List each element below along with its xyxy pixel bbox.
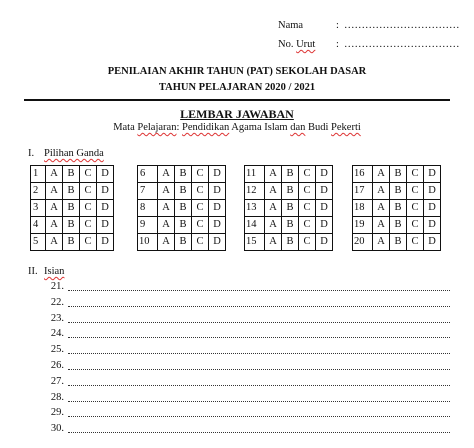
option-a-cell[interactable]: A (373, 200, 390, 217)
isian-number: 29. (50, 407, 64, 419)
option-b-cell[interactable]: B (175, 217, 192, 234)
option-c-cell[interactable]: C (80, 217, 97, 234)
question-number: 2 (31, 183, 46, 200)
option-d-cell[interactable]: D (424, 217, 441, 234)
field-no-urut-blank: …………………………… (344, 39, 460, 50)
question-number: 9 (138, 217, 158, 234)
section-2-label: Isian (44, 266, 65, 277)
subject-w1: Pendidikan (182, 122, 230, 133)
option-a-cell[interactable]: A (265, 234, 282, 251)
option-c-cell[interactable]: C (192, 166, 209, 183)
field-nama (278, 20, 460, 31)
answer-sheet-title: LEMBAR JAWABAN (180, 107, 294, 121)
question-number: 4 (31, 217, 46, 234)
question-number: 16 (353, 166, 373, 183)
answer-row (353, 200, 441, 217)
option-a-cell[interactable]: A (46, 234, 63, 251)
answer-grid-1 (30, 165, 114, 251)
option-c-cell[interactable]: C (192, 217, 209, 234)
option-c-cell[interactable]: C (407, 217, 424, 234)
isian-item (38, 423, 450, 437)
option-a-cell[interactable]: A (46, 200, 63, 217)
answer-row (245, 234, 333, 251)
option-d-cell[interactable]: D (209, 200, 226, 217)
subject-line (0, 122, 474, 133)
option-c-cell[interactable]: C (192, 234, 209, 251)
option-a-cell[interactable]: A (373, 234, 390, 251)
subject-mid: Agama Islam (229, 122, 291, 133)
option-d-cell[interactable]: D (97, 200, 114, 217)
option-b-cell[interactable]: B (282, 200, 299, 217)
option-b-cell[interactable]: B (390, 234, 407, 251)
question-number: 8 (138, 200, 158, 217)
option-a-cell[interactable]: A (158, 217, 175, 234)
option-a-cell[interactable]: A (265, 183, 282, 200)
option-b-cell[interactable]: B (282, 183, 299, 200)
isian-answer-line[interactable] (68, 353, 450, 354)
option-d-cell[interactable]: D (97, 166, 114, 183)
option-c-cell[interactable]: C (80, 183, 97, 200)
option-d-cell[interactable]: D (424, 183, 441, 200)
option-d-cell[interactable]: D (209, 234, 226, 251)
answer-row (245, 200, 333, 217)
answer-row (353, 217, 441, 234)
answer-row (138, 234, 226, 251)
answer-row (245, 166, 333, 183)
question-number: 13 (245, 200, 265, 217)
subject-prefix: Mata (113, 122, 138, 133)
question-number: 10 (138, 234, 158, 251)
isian-number: 26. (50, 360, 64, 371)
option-b-cell[interactable]: B (175, 183, 192, 200)
field-no-urut (278, 39, 460, 50)
isian-number: 24. (50, 328, 64, 340)
question-number: 11 (245, 166, 265, 183)
option-c-cell[interactable]: C (299, 234, 316, 251)
option-c-cell[interactable]: C (299, 183, 316, 200)
option-d-cell[interactable]: D (97, 183, 114, 200)
isian-answer-line[interactable] (68, 306, 450, 307)
option-c-cell[interactable]: C (80, 166, 97, 183)
option-d-cell[interactable]: D (424, 234, 441, 251)
option-c-cell[interactable]: C (80, 200, 97, 217)
option-c-cell[interactable]: C (407, 166, 424, 183)
isian-answer-line[interactable] (68, 337, 450, 338)
option-b-cell[interactable]: B (282, 166, 299, 183)
isian-item (38, 407, 450, 421)
question-number: 19 (353, 217, 373, 234)
answer-row (353, 166, 441, 183)
option-b-cell[interactable]: B (390, 200, 407, 217)
field-nama-blank: …………………………… (344, 20, 460, 31)
option-b-cell[interactable]: B (63, 183, 80, 200)
option-d-cell[interactable]: D (209, 217, 226, 234)
option-c-cell[interactable]: C (192, 183, 209, 200)
option-b-cell[interactable]: B (390, 166, 407, 183)
answer-row (138, 217, 226, 234)
answer-row (31, 166, 114, 183)
isian-item (38, 328, 450, 342)
option-c-cell[interactable]: C (80, 234, 97, 251)
question-number: 20 (353, 234, 373, 251)
option-a-cell[interactable]: A (46, 183, 63, 200)
isian-item (38, 297, 450, 311)
isian-answer-line[interactable] (68, 401, 450, 402)
option-d-cell[interactable]: D (316, 217, 333, 234)
option-b-cell[interactable]: B (282, 234, 299, 251)
field-nama-sep: : (336, 20, 339, 31)
section-isian (28, 266, 64, 277)
option-d-cell[interactable]: D (316, 234, 333, 251)
subject-w2: dan (290, 122, 306, 133)
option-d-cell[interactable]: D (316, 166, 333, 183)
option-d-cell[interactable]: D (316, 183, 333, 200)
option-a-cell[interactable]: A (158, 166, 175, 183)
option-a-cell[interactable]: A (265, 217, 282, 234)
option-d-cell[interactable]: D (316, 200, 333, 217)
question-number: 7 (138, 183, 158, 200)
option-a-cell[interactable]: A (158, 234, 175, 251)
answer-row (245, 217, 333, 234)
option-b-cell[interactable]: B (175, 166, 192, 183)
field-no-urut-label: No. Urut (278, 39, 316, 50)
question-number: 17 (353, 183, 373, 200)
isian-number: 23. (50, 312, 64, 324)
option-d-cell[interactable]: D (209, 183, 226, 200)
option-b-cell[interactable]: B (282, 217, 299, 234)
field-no-urut-sep: : (336, 39, 339, 50)
option-b-cell[interactable]: B (390, 217, 407, 234)
answer-grid-2 (137, 165, 226, 251)
isian-number: 28. (50, 391, 64, 403)
isian-item (38, 360, 450, 374)
section-1-number: I. (28, 148, 35, 159)
option-b-cell[interactable]: B (175, 200, 192, 217)
isian-number: 27. (50, 375, 64, 387)
section-2-number: II. (28, 266, 38, 277)
option-b-cell[interactable]: B (63, 234, 80, 251)
isian-answer-line[interactable] (68, 290, 450, 291)
option-d-cell[interactable]: D (209, 166, 226, 183)
question-number: 15 (245, 234, 265, 251)
header-divider (24, 99, 450, 101)
question-number: 18 (353, 200, 373, 217)
answer-grid-3 (244, 165, 333, 251)
isian-answer-line[interactable] (68, 369, 450, 370)
option-b-cell[interactable]: B (63, 200, 80, 217)
option-d-cell[interactable]: D (97, 217, 114, 234)
isian-answer-line[interactable] (68, 416, 450, 417)
isian-item (38, 281, 450, 295)
isian-number: 25. (50, 344, 64, 356)
answer-row (138, 200, 226, 217)
answer-row (353, 183, 441, 200)
section-pilihan-ganda (28, 148, 104, 159)
question-number: 3 (31, 200, 46, 217)
section-1-label: Pilihan Ganda (44, 148, 104, 159)
answer-row (31, 183, 114, 200)
answer-row (245, 183, 333, 200)
question-number: 14 (245, 217, 265, 234)
answer-row (31, 217, 114, 234)
field-no-urut-word: Urut (296, 39, 316, 50)
answer-row (31, 200, 114, 217)
option-b-cell[interactable]: B (63, 166, 80, 183)
option-c-cell[interactable]: C (407, 200, 424, 217)
option-a-cell[interactable]: A (158, 200, 175, 217)
option-b-cell[interactable]: B (175, 234, 192, 251)
option-a-cell[interactable]: A (373, 217, 390, 234)
option-a-cell[interactable]: A (373, 166, 390, 183)
isian-item (38, 313, 450, 327)
question-number: 12 (245, 183, 265, 200)
option-d-cell[interactable]: D (424, 200, 441, 217)
isian-answer-line[interactable] (68, 322, 450, 323)
field-nama-label: Nama (278, 20, 304, 31)
question-number: 1 (31, 166, 46, 183)
isian-item (38, 376, 450, 390)
option-a-cell[interactable]: A (46, 166, 63, 183)
subject-mid2: Budi (305, 122, 332, 133)
subject-word: Pelajaran (137, 122, 177, 133)
option-c-cell[interactable]: C (299, 200, 316, 217)
isian-number: 30. (50, 423, 64, 435)
option-c-cell[interactable]: C (407, 234, 424, 251)
answer-row (138, 183, 226, 200)
option-c-cell[interactable]: C (299, 166, 316, 183)
subject-w3: Pekerti (331, 122, 361, 133)
isian-answer-line[interactable] (68, 432, 450, 433)
option-a-cell[interactable]: A (158, 183, 175, 200)
option-d-cell[interactable]: D (97, 234, 114, 251)
isian-answer-line[interactable] (68, 385, 450, 386)
isian-item (38, 392, 450, 406)
isian-number: 21. (50, 281, 64, 292)
answer-grid-4 (352, 165, 441, 251)
option-a-cell[interactable]: A (373, 183, 390, 200)
option-a-cell[interactable]: A (265, 166, 282, 183)
isian-number: 22. (50, 296, 64, 308)
subject-colon: : (176, 122, 182, 133)
option-c-cell[interactable]: C (299, 217, 316, 234)
exam-title: PENILAIAN AKHIR TAHUN (PAT) SEKOLAH DASAR (107, 66, 367, 77)
answer-row (353, 234, 441, 251)
question-number: 6 (138, 166, 158, 183)
answer-row (31, 234, 114, 251)
option-a-cell[interactable]: A (46, 217, 63, 234)
exam-year: TAHUN PELAJARAN 2020 / 2021 (158, 82, 316, 93)
option-c-cell[interactable]: C (407, 183, 424, 200)
question-number: 5 (31, 234, 46, 251)
option-d-cell[interactable]: D (424, 166, 441, 183)
answer-row (138, 166, 226, 183)
option-a-cell[interactable]: A (265, 200, 282, 217)
option-c-cell[interactable]: C (192, 200, 209, 217)
option-b-cell[interactable]: B (63, 217, 80, 234)
isian-item (38, 344, 450, 358)
option-b-cell[interactable]: B (390, 183, 407, 200)
